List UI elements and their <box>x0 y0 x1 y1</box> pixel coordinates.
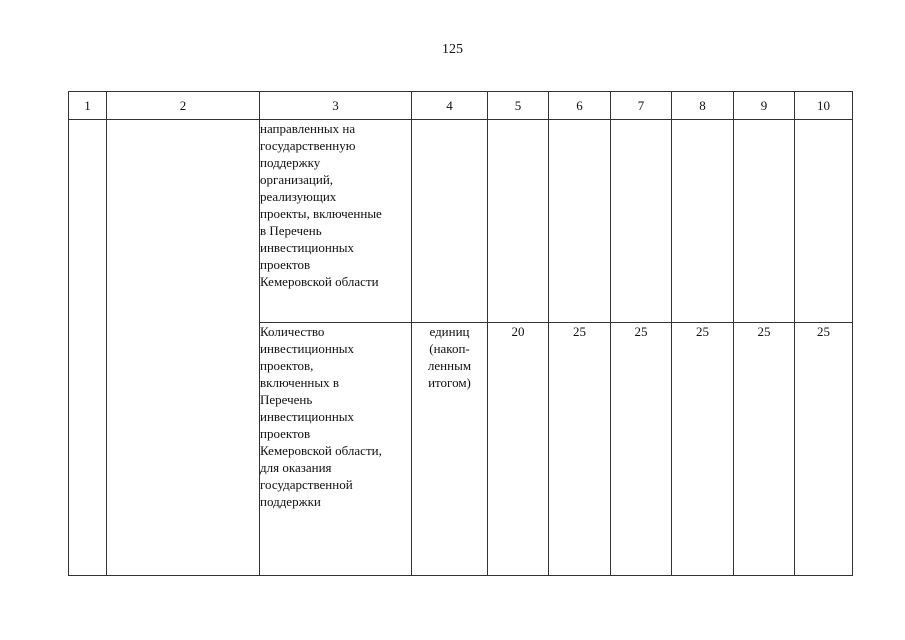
row-number-cell <box>69 120 107 576</box>
unit-cell <box>412 120 488 323</box>
column-header: 7 <box>611 92 672 120</box>
column-header: 1 <box>69 92 107 120</box>
indicator-name-cell: Количество инвестиционных проектов, включенных в Перечень инвестиционных проектов Кемеровской области, для оказания государственной поддержки <box>260 323 412 576</box>
indicator-name-cell: направленных на государственную поддержку организаций, реализующих проекты, включенные в Перечень инвестиционных проектов Кемеровской области <box>260 120 412 323</box>
value-cell <box>795 120 853 323</box>
data-table <box>68 91 853 576</box>
value-cell: 20 <box>488 323 549 576</box>
unit-cell: единиц (накоп- ленным итогом) <box>412 323 488 576</box>
column-header: 3 <box>260 92 412 120</box>
column-header: 4 <box>412 92 488 120</box>
value-cell: 25 <box>611 323 672 576</box>
column-header: 9 <box>734 92 795 120</box>
value-cell <box>488 120 549 323</box>
value-cell: 25 <box>734 323 795 576</box>
column-header: 6 <box>549 92 611 120</box>
column-header: 2 <box>107 92 260 120</box>
table-row <box>69 120 853 323</box>
value-cell <box>672 120 734 323</box>
value-cell <box>549 120 611 323</box>
table-header-row <box>69 92 853 120</box>
column-header: 5 <box>488 92 549 120</box>
value-cell <box>611 120 672 323</box>
column-header: 10 <box>795 92 853 120</box>
value-cell: 25 <box>795 323 853 576</box>
value-cell: 25 <box>549 323 611 576</box>
value-cell <box>734 120 795 323</box>
goal-name-cell <box>107 120 260 576</box>
page-number: 125 <box>442 42 463 57</box>
column-header: 8 <box>672 92 734 120</box>
value-cell: 25 <box>672 323 734 576</box>
